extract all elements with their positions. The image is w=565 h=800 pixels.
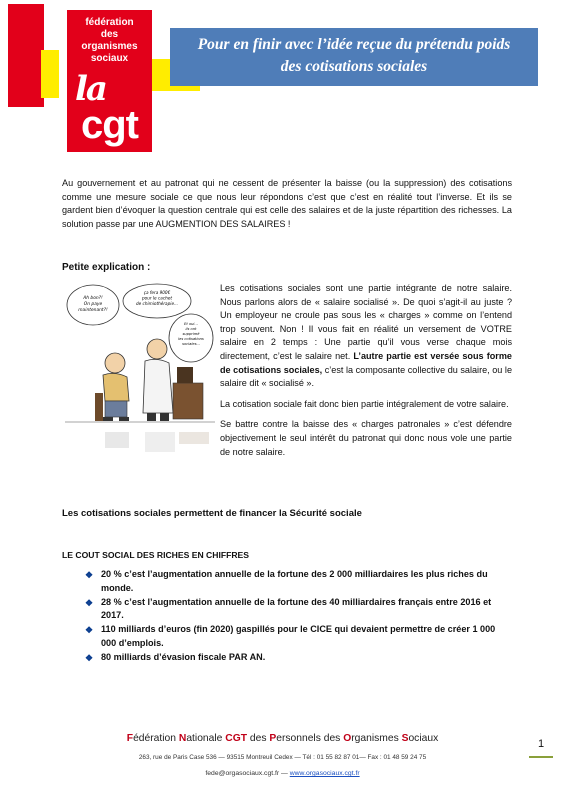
title-line2: des cotisations sociales	[280, 58, 428, 75]
logo-text-line1: fédération	[85, 17, 134, 28]
title-line1: Pour en finir avec l’idée reçue du prétendu poids	[197, 36, 511, 53]
list-item: ❖ 20 % c’est l’augmentation annuelle de la fortune des 2 000 milliardaires les plus riches du monde.	[85, 569, 488, 593]
list-item: ❖ 80 milliards d’évasion fiscale PAR AN.	[85, 651, 505, 665]
footer-contact: fede@orgasociaux.cgt.fr — www.orgasociaux.cgt.fr	[205, 770, 360, 777]
diamond-bullet-icon: ❖	[85, 652, 94, 663]
section-heading-cout-social: LE COUT SOCIAL DES RICHES EN CHIFFRES	[62, 550, 250, 560]
list-item: ❖ 28 % c’est l’augmentation annuelle de la fortune des 40 milliardaires français entre 2016 et 2017.	[85, 596, 492, 621]
riches-figures-list	[85, 568, 505, 665]
explanation-paragraph-3: Se battre contre la baisse des « charges patronales » c’est défendre objectivement le seul intérêt du patronat qui donc nous vole une partie de notre salaire.	[220, 419, 512, 457]
bubble-text-doctor: ça fera 900€ pour le cachet de chimiothérapie...	[135, 290, 179, 306]
footer-website-link[interactable]: www.orgasociaux.cgt.fr	[289, 770, 360, 777]
logo-text-line2: des	[100, 29, 119, 40]
intro-paragraph: Au gouvernement et au patronat qui ne cessent de présenter la baisse (ou la suppression) des cotisations comme une mesure sociale ce que nous leur répondons c’est que c’est en réalité tout l’inverse. Et ils se gardent bien d’évoquer la question centrale qui est celle des salaires et de la juste répartition des richesses. La solution passe par une AUGMENTION DES SALAIRES !	[62, 178, 512, 229]
list-item: ❖ 110 milliards d’euros (fin 2020) gaspillés pour le CICE qui devaient permettre de créer 1 000 000 d’emplois.	[85, 624, 496, 648]
cartoon-reflection	[95, 432, 215, 460]
bubble-text-aside: Et oui... ils ont supprimé les cotisations sociales...	[178, 322, 204, 346]
diamond-bullet-icon: ❖	[85, 570, 94, 580]
logo-la: la	[75, 69, 106, 109]
diamond-bullet-icon: ❖	[85, 597, 94, 608]
section-heading-explanation: Petite explication :	[62, 262, 151, 273]
bubble-text-patient: Ah bon?! On paye maintenant?!	[78, 296, 108, 313]
footer-federation-name: Fédération Nationale CGT des Personnels des Organismes Sociaux	[126, 733, 439, 744]
explanation-text	[220, 282, 512, 466]
diamond-bullet-icon: ❖	[85, 625, 94, 636]
footer-email: fede@orgasociaux.cgt.fr	[205, 770, 280, 777]
section-heading-securite-sociale: Les cotisations sociales permettent de financer la Sécurité sociale	[62, 508, 362, 519]
page-number: 1	[529, 738, 553, 758]
logo-red-bar	[8, 4, 44, 107]
title-banner	[170, 28, 538, 86]
logo-text-line4: sociaux	[90, 53, 129, 64]
cgt-logo	[67, 10, 152, 152]
logo-yellow-block	[41, 50, 59, 98]
explanation-paragraph-2: La cotisation sociale fait donc bien partie intégralement de votre salaire.	[220, 398, 509, 409]
explanation-paragraph-1: Les cotisations sociales sont une partie intégrante de notre salaire. Nous parlons alors de « salaire socialisé ». De quoi s’agit-il au juste ? Un employeur ne croule pas sous les « charges » comme on l’entend trop souvent. Non ! Il vous fait en réalité un versement de VOTRE salaire en 2 temps : Une partie qu’il vous verse chaque mois directement, c’est le salaire net. L’autre partie est versée sous forme de cotisations sociales, c’est la composante collective du salaire, ou le salaire dit « socialisé ».	[220, 283, 512, 389]
cartoon-illustration	[65, 283, 215, 428]
logo-cgt: cgt	[81, 103, 138, 147]
logo-text-line3: organismes	[81, 41, 138, 52]
footer-address: 263, rue de Paris Case 536 — 93515 Montreuil Cedex — Tél : 01 55 82 87 01— Fax : 01 48 59 24 75	[138, 754, 427, 761]
